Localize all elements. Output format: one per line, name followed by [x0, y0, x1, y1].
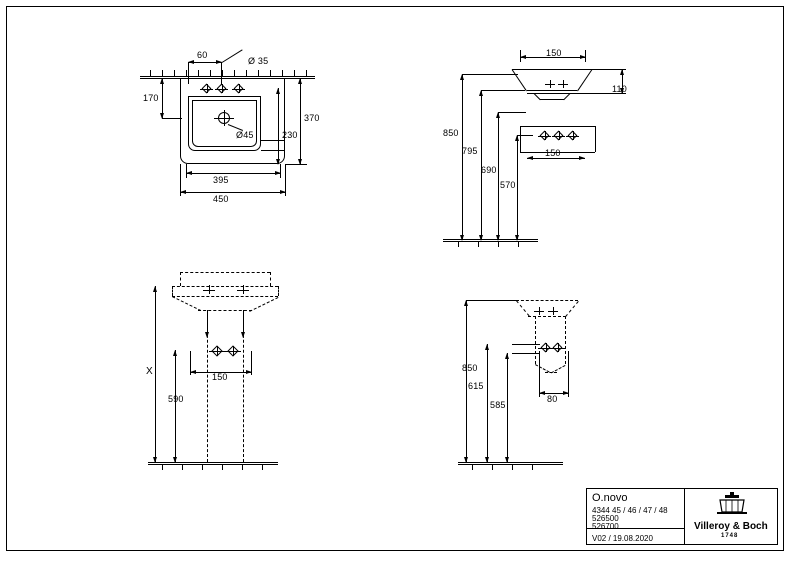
- dim-semiped-615: 615: [468, 381, 484, 391]
- dim-top-dia45: Ø45: [236, 130, 254, 140]
- dim-side-690: 690: [481, 165, 497, 175]
- article-line-2: 526500: [592, 514, 619, 523]
- brand-logo-icon: [712, 492, 752, 516]
- brand-name: Villeroy & Boch: [694, 521, 768, 532]
- dim-top-170: 170: [143, 93, 159, 103]
- article-numbers: 4344 45 / 46 / 47 / 48: [592, 506, 668, 515]
- dim-semiped-585: 585: [490, 400, 506, 410]
- dim-side-150-top: 150: [546, 48, 562, 58]
- dim-semiped-850: 850: [462, 363, 478, 373]
- dim-front-X: X: [146, 366, 153, 377]
- dim-top-60: 60: [197, 50, 208, 60]
- dim-side-570: 570: [500, 180, 516, 190]
- dim-top-450: 450: [213, 194, 229, 204]
- dim-top-370: 370: [304, 113, 320, 123]
- dim-front-590: 590: [168, 394, 184, 404]
- dim-side-150-bottom: 150: [545, 148, 561, 158]
- dim-side-795: 795: [462, 146, 478, 156]
- dim-top-395: 395: [213, 175, 229, 185]
- dim-top-230: 230: [282, 130, 298, 140]
- brand-year: 1748: [721, 533, 739, 539]
- dim-side-110: 110: [612, 84, 627, 94]
- dim-front-150: 150: [212, 372, 228, 382]
- dim-side-850: 850: [443, 128, 459, 138]
- drawing-border: [6, 6, 784, 551]
- dim-top-dia35: Ø 35: [248, 56, 269, 66]
- revision-date: V02 / 19.08.2020: [592, 534, 653, 543]
- dim-semiped-80: 80: [547, 394, 558, 404]
- product-title: O.novo: [592, 492, 628, 504]
- article-line-3: 526700: [592, 522, 619, 531]
